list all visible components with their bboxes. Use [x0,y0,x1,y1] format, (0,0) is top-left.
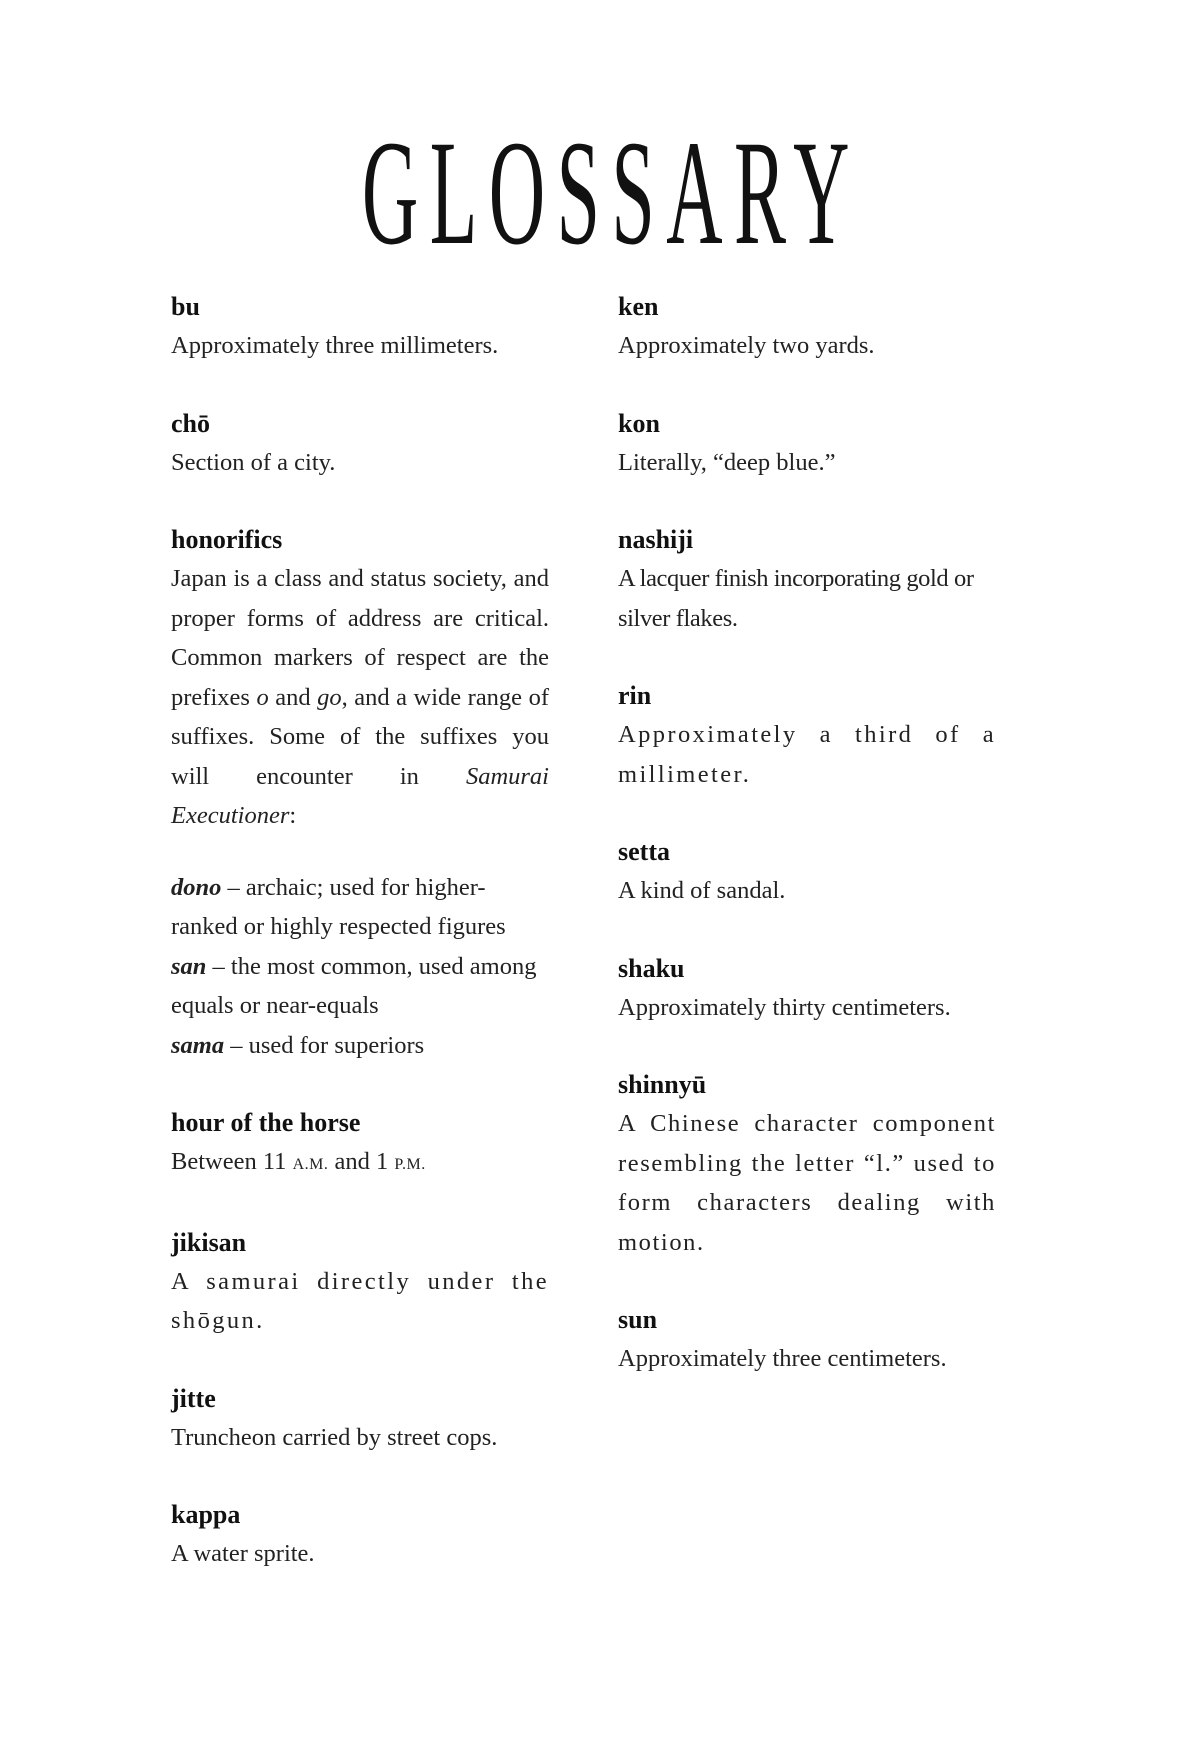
glossary-left-column [171,288,549,1613]
glossary-entry-cho [171,405,549,483]
glossary-entry-jitte [171,1380,549,1458]
glossary-entry-jikisan [171,1224,549,1341]
suffix-name: dono [171,873,222,901]
glossary-entry-sun [618,1301,996,1379]
term: jikisan [171,1227,247,1257]
suffix-item [171,947,549,1026]
term: kappa [171,1500,241,1529]
definition: Approximately three millimeters. [171,332,499,359]
definition: Approximately thirty centimeters. [618,993,951,1021]
prefix-go: go [317,683,342,711]
suffix-item [171,1026,549,1066]
term: kon [618,408,660,438]
suffix-text: – archaic; used for higher-ranked or highly respected figures [171,873,506,940]
definition: Approximately a third of a millimeter. [618,721,996,788]
term: shinnyū [618,1070,707,1099]
definition [171,559,549,836]
glossary-entry-ken [618,288,996,366]
term: sun [618,1305,658,1334]
suffix-item [171,868,549,947]
glossary-entry-bu [171,288,549,366]
definition: A kind of sandal. [618,877,786,904]
definition: A lacquer finish incorporating gold or silver flakes. [618,565,974,632]
definition: A water sprite. [171,1540,315,1567]
conjunction: and [268,683,318,711]
suffix-name: san [171,952,207,980]
term: rin [618,681,652,710]
term: jitte [171,1383,216,1413]
glossary-entry-shaku [618,950,996,1028]
glossary-entry-rin [618,677,996,794]
definition: Literally, “deep blue.” [618,448,836,476]
glossary-right-column [618,288,996,1418]
suffix-text: – used for superiors [224,1031,425,1059]
suffix-text: – the most common, used among equals or near-equals [171,952,537,1019]
glossary-entry-shinnyu [618,1066,996,1262]
colon: : [289,802,297,829]
page-title: GLOSSARY [361,110,861,276]
term: shaku [618,953,685,983]
definition-text: Japan is a class and status society, and proper forms of address are critical. Common markers of respect are the prefixes [171,565,549,711]
term: nashiji [618,525,694,554]
book-title: Samurai Executioner [171,762,549,829]
definition [171,1142,549,1185]
pm-label: P.M. [394,1156,426,1173]
term: honorifics [171,525,283,554]
glossary-entry-kappa [171,1496,549,1574]
term: setta [618,837,670,866]
definition: A samurai directly under the shōgun. [171,1267,549,1334]
prefix-o: o [256,683,269,711]
glossary-entry-kon [618,405,996,483]
suffix-name: sama [171,1031,225,1059]
term: bu [171,292,200,321]
definition: Approximately two yards. [618,332,875,359]
definition: Section of a city. [171,448,336,476]
suffix-list [171,868,549,1066]
definition-text: , and a wide range of suffixes. Some of the suffixes you will encounter in [171,683,549,790]
definition: Truncheon carried by street cops. [171,1423,498,1451]
term: chō [171,408,210,438]
glossary-entry-honorifics [171,521,549,1065]
term: hour of the horse [171,1108,361,1137]
definition-text: and 1 [328,1148,395,1175]
definition: A Chinese character component resembling the letter “l.” used to form characters dealing with motion. [618,1110,996,1256]
definition: Approximately three centimeters. [618,1345,947,1372]
glossary-entry-setta [618,833,996,911]
glossary-entry-hour-of-the-horse [171,1104,549,1185]
definition-text: Between 11 [171,1148,293,1175]
glossary-entry-nashiji [618,521,996,638]
term: ken [618,292,659,321]
am-label: A.M. [292,1156,329,1173]
